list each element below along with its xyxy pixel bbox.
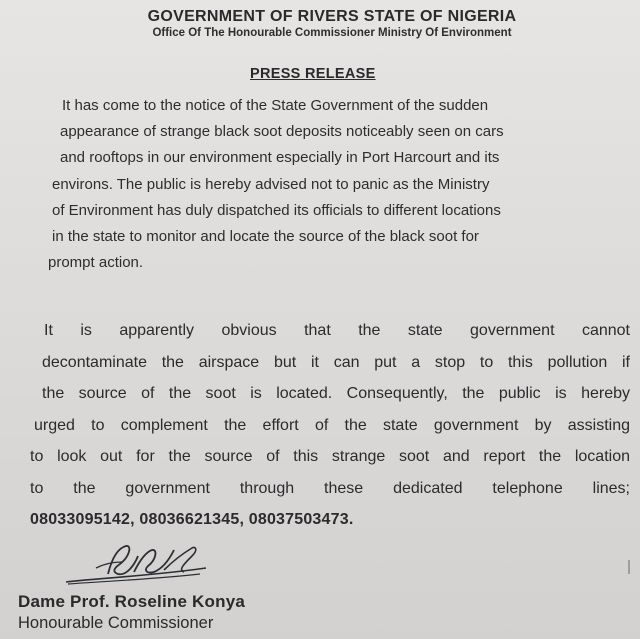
paragraph-1-line: in the state to monitor and locate the source of the black soot for	[52, 228, 479, 246]
paragraph-1	[48, 93, 608, 276]
government-title: GOVERNMENT OF RIVERS STATE OF NIGERIA	[147, 8, 517, 25]
paragraph-1-line: of Environment has duly dispatched its officials to different locations	[52, 201, 501, 219]
paragraph-1-line: environs. The public is hereby advised not to panic as the Ministry	[52, 175, 490, 193]
paragraph-1-line: appearance of strange black soot deposits noticeably seen on cars	[60, 123, 504, 141]
paper-mark	[628, 560, 630, 574]
paragraph-1-line: prompt action.	[48, 254, 144, 272]
paragraph-1-line: and rooftops in our environment especially in Port Harcourt and its	[60, 149, 500, 167]
paragraph-1-line: It has come to the notice of the State Government of the sudden	[62, 97, 489, 114]
office-title: Office Of The Honourable Commissioner Ministry Of Environment	[152, 27, 512, 39]
paragraph-2-line: decontaminate the airspace but it can put a stop to this pollution if	[42, 353, 630, 371]
handwritten-signature	[60, 538, 210, 588]
paragraph-2-line: It is apparently obvious that the state government cannot	[44, 322, 630, 339]
phone-numbers: 08033095142, 08036621345, 08037503473.	[30, 511, 354, 528]
paragraph-2-line: to look out for the source of this strange soot and report the location	[30, 448, 630, 465]
paragraph-2-line: to the government through these dedicated telephone lines;	[30, 479, 630, 497]
signatory-name: Dame Prof. Roseline Konya	[18, 592, 246, 611]
signatory-title: Honourable Commissioner	[18, 614, 214, 632]
letterhead	[0, 8, 640, 39]
paragraph-2-line: the source of the soot is located. Consequently, the public is hereby	[42, 385, 630, 402]
paragraph-2	[30, 315, 630, 536]
paragraph-2-line: urged to complement the effort of the state government by assisting	[34, 416, 630, 434]
press-release-heading: PRESS RELEASE	[250, 66, 376, 82]
